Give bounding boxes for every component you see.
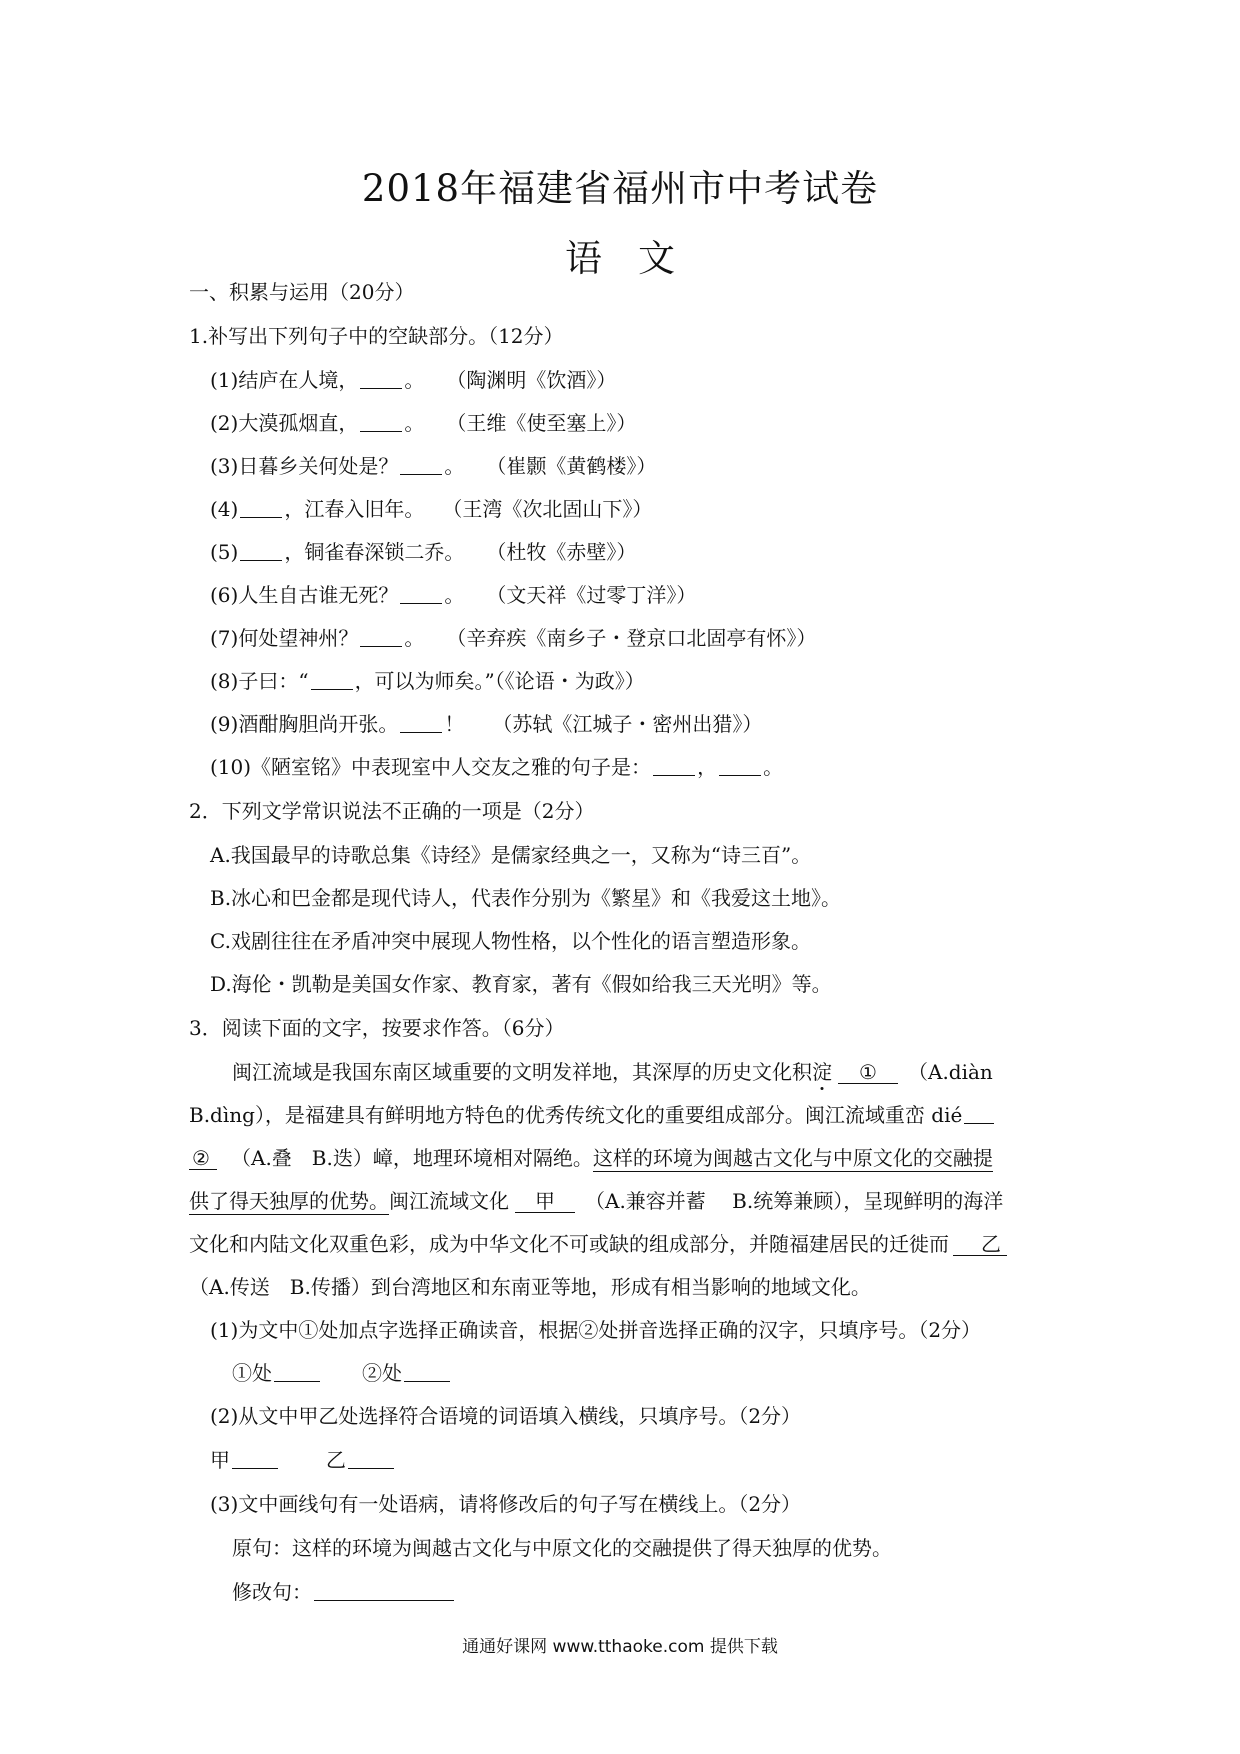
item-source: （王湾《次北固山下》） xyxy=(452,497,653,521)
q3-sub-2-answers xyxy=(210,1446,396,1474)
q1-item-6 xyxy=(210,581,696,609)
item-source: （陶渊明《饮酒》） xyxy=(456,368,617,392)
q1-item-9 xyxy=(210,710,762,738)
answer-blank xyxy=(964,1103,994,1124)
item-source: （崔颢《黄鹤楼》） xyxy=(496,454,657,478)
original-sentence: 原句：这样的环境为闽越古文化与中原文化的交融提供了得天独厚的优势。 xyxy=(232,1536,892,1560)
q1-item-7 xyxy=(210,624,816,652)
answer-blank xyxy=(360,626,402,647)
underlined-sentence: 供了得天独厚的优势。 xyxy=(189,1189,389,1213)
answer-blank xyxy=(360,411,402,432)
answer-blank xyxy=(314,1580,454,1601)
item-text: (3)日暮乡关何处是？ xyxy=(210,454,399,478)
answer-blank xyxy=(348,1448,394,1469)
answer-blank xyxy=(274,1361,320,1382)
item-text: (2)大漠孤烟直， xyxy=(210,411,359,435)
item-source: （文天祥《过零丁洋》） xyxy=(496,583,697,607)
q1-item-8 xyxy=(210,667,645,695)
item-text: (10)《陋室铭》中表现室中人交友之雅的句子是： xyxy=(210,755,652,779)
passage-line-4 xyxy=(189,1187,1003,1215)
revised-sentence xyxy=(232,1578,456,1606)
passage-line-1 xyxy=(232,1058,993,1086)
question-3-stem: 3．阅读下面的文字，按要求作答。（6分） xyxy=(189,1016,565,1040)
answer-blank xyxy=(719,755,761,776)
item-source: （王维《使至塞上》） xyxy=(456,411,637,435)
page-title: 2018年福建省福州市中考试卷 xyxy=(361,167,879,210)
underlined-sentence: 这样的环境为闽越古文化与中原文化的交融提 xyxy=(592,1146,993,1170)
item-text: (7)何处望神州？ xyxy=(210,626,359,650)
subject-title: 语文 xyxy=(565,237,711,280)
item-text: (5) xyxy=(210,540,239,564)
answer-label: 甲 xyxy=(210,1448,230,1472)
item-text: (1)结庐在人境， xyxy=(210,368,359,392)
item-text: ！ xyxy=(444,712,465,736)
item-text: (6)人生自古谁无死？ xyxy=(210,583,399,607)
blank-yi: 乙 xyxy=(953,1233,1007,1256)
answer-blank xyxy=(400,583,442,604)
question-1-stem: 1.补写出下列句子中的空缺部分。（12分） xyxy=(189,324,564,348)
q2-option-d: D.海伦・凯勒是美国女作家、教育家，著有《假如给我三天光明》等。 xyxy=(210,972,832,996)
item-source: （《论语・为政》） xyxy=(494,669,645,693)
answer-label: ①处 xyxy=(232,1361,272,1385)
q1-item-1 xyxy=(210,366,616,394)
item-text: (9)酒酣胸胆尚开张。 xyxy=(210,712,399,736)
item-text: (8)子曰：“ xyxy=(210,669,309,693)
blank-jia: 甲 xyxy=(515,1190,575,1213)
passage-line-5 xyxy=(189,1230,1007,1258)
answer-label: ②处 xyxy=(362,1361,402,1385)
q2-option-c: C.戏剧往往在矛盾冲突中展现人物性格，以个性化的语言塑造形象。 xyxy=(210,929,811,953)
passage-text: （A.兼容并蓄 B.统筹兼顾），呈现鲜明的海洋 xyxy=(585,1189,1004,1213)
item-text: 。 xyxy=(444,454,465,478)
q3-sub-1-answers xyxy=(232,1359,452,1387)
q1-item-10 xyxy=(210,753,783,781)
answer-label: 修改句： xyxy=(232,1580,312,1604)
passage-text: B.dìng），是福建具有鲜明地方特色的优秀传统文化的重要组成部分。闽江流域重峦 dié xyxy=(189,1103,963,1127)
section-heading: 一、积累与运用（20分） xyxy=(189,280,415,304)
passage-text: （A.叠 B.迭）嶂，地理环境相对隔绝。 xyxy=(231,1146,593,1170)
passage-text: 闽江流域文化 xyxy=(389,1189,509,1213)
passage-line-6: （A.传送 B.传播）到台湾地区和东南亚等地，形成有相当影响的地域文化。 xyxy=(189,1275,871,1299)
answer-blank xyxy=(653,755,695,776)
item-text: (4) xyxy=(210,497,239,521)
answer-blank xyxy=(232,1448,278,1469)
blank-1: ① xyxy=(838,1061,898,1084)
q1-item-2 xyxy=(210,409,636,437)
item-text: ，可以为师矣。” xyxy=(354,669,495,693)
item-source: （苏轼《江城子・密州出猎》） xyxy=(492,712,763,736)
page-footer: 通通好课网 www.tthaoke.com 提供下载 xyxy=(462,1637,778,1657)
answer-blank xyxy=(311,669,353,690)
item-source: （杜牧《赤壁》） xyxy=(496,540,637,564)
passage-line-3 xyxy=(189,1144,993,1172)
answer-blank xyxy=(240,497,282,518)
q2-option-a: A.我国最早的诗歌总集《诗经》是儒家经典之一，又称为“诗三百”。 xyxy=(210,843,812,867)
q3-sub-2: (2)从文中甲乙处选择符合语境的词语填入横线，只填序号。（2分） xyxy=(210,1404,802,1428)
answer-blank xyxy=(240,540,282,561)
dotted-char: 淀 xyxy=(812,1060,832,1084)
q2-option-b: B.冰心和巴金都是现代诗人，代表作分别为《繁星》和《我爱这土地》。 xyxy=(210,886,842,910)
passage-text: 闽江流域是我国东南区域重要的文明发祥地，其深厚的历史文化积 xyxy=(232,1060,812,1084)
item-text: ， xyxy=(697,755,718,779)
passage-line-2 xyxy=(189,1101,996,1129)
q3-sub-1: (1)为文中①处加点字选择正确读音，根据②处拼音选择正确的汉字，只填序号。（2分） xyxy=(210,1318,982,1342)
q1-item-4 xyxy=(210,495,652,523)
passage-text: 文化和内陆文化双重色彩，成为中华文化不可或缺的组成部分，并随福建居民的迁徙而 xyxy=(189,1232,949,1256)
item-text: ，铜雀春深锁二乔。 xyxy=(284,540,465,564)
passage-text: （A.diàn xyxy=(908,1060,993,1084)
answer-blank xyxy=(400,712,442,733)
item-source: （辛弃疾《南乡子・登京口北固亭有怀》） xyxy=(456,626,817,650)
q1-item-5 xyxy=(210,538,636,566)
answer-label: 乙 xyxy=(326,1448,346,1472)
q3-sub-3: (3)文中画线句有一处语病，请将修改后的句子写在横线上。（2分） xyxy=(210,1492,802,1516)
answer-blank xyxy=(400,454,442,475)
item-text: 。 xyxy=(404,368,425,392)
blank-2: ② xyxy=(189,1147,217,1170)
item-text: 。 xyxy=(763,755,784,779)
item-text: 。 xyxy=(404,626,425,650)
item-text: 。 xyxy=(404,411,425,435)
q1-item-3 xyxy=(210,452,656,480)
answer-blank xyxy=(360,368,402,389)
item-text: 。 xyxy=(444,583,465,607)
item-text: ，江春入旧年。 xyxy=(284,497,425,521)
answer-blank xyxy=(404,1361,450,1382)
question-2-stem: 2．下列文学常识说法不正确的一项是（2分） xyxy=(189,799,595,823)
